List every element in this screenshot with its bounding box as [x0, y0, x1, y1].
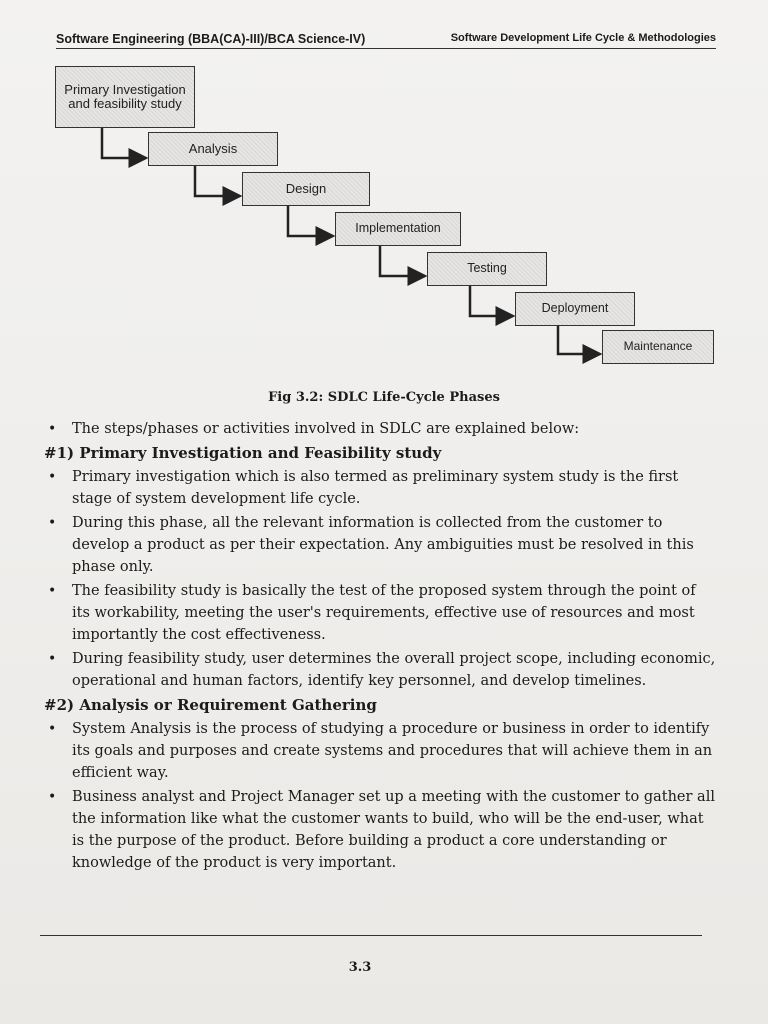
intro-text: The steps/phases or activities involved in SDLC are explained below:: [72, 421, 580, 437]
list-item: [44, 718, 716, 784]
phase-primary-investigation: Primary Investigation and feasibility study: [55, 66, 195, 128]
bullet-icon: •: [48, 421, 57, 437]
bullet-icon: •: [48, 583, 57, 599]
phase-implementation: Implementation: [335, 212, 461, 246]
section-heading-1: #1) Primary Investigation and Feasibility study: [44, 444, 442, 462]
connector-2: [195, 164, 240, 196]
sdlc-waterfall-diagram: [40, 60, 730, 380]
connector-5: [470, 284, 513, 316]
bullet-text: During feasibility study, user determines the overall project scope, including economic, operational and human factors, identify key personnel, and develop timelines.: [72, 651, 716, 689]
header-chapter-title: Software Development Life Cycle & Methodologies: [450, 32, 716, 44]
bullet-icon: •: [48, 789, 57, 805]
bullet-text: The feasibility study is basically the test of the proposed system through the point of its workability, meeting the user's requirements, effective use of resources and most importantly the cost effectiveness.: [72, 583, 696, 643]
connector-3: [288, 204, 333, 236]
phase-design: Design: [242, 172, 370, 206]
page-number: 3.3: [348, 960, 372, 975]
connector-6: [558, 324, 600, 354]
bullet-icon: •: [48, 515, 57, 531]
phase-maintenance: Maintenance: [602, 330, 714, 364]
list-item: [44, 512, 716, 578]
phase-deployment: Deployment: [515, 292, 635, 326]
figure-caption: Fig 3.2: SDLC Life-Cycle Phases: [268, 390, 500, 405]
list-item: [44, 466, 716, 510]
list-item: [44, 418, 716, 440]
phase-testing: Testing: [427, 252, 547, 286]
connector-4: [380, 244, 425, 276]
bullet-icon: •: [48, 469, 57, 485]
section-heading-2: #2) Analysis or Requirement Gathering: [44, 696, 377, 714]
bullet-text: During this phase, all the relevant information is collected from the customer to develop a product as per their expectation. Any ambiguities must be resolved in this phase only.: [72, 515, 694, 575]
bullet-text: Primary investigation which is also termed as preliminary system study is the first stage of system development life cycle.: [72, 469, 679, 507]
bullet-text: System Analysis is the process of studying a procedure or business in order to identify its goals and purposes and create systems and procedures that will achieve them in an efficient way.: [72, 721, 713, 781]
bullet-icon: •: [48, 651, 57, 667]
phase-analysis: Analysis: [148, 132, 278, 166]
header-book-title: Software Engineering (BBA(CA)-III)/BCA Science-IV): [56, 32, 366, 46]
running-header: [56, 28, 716, 54]
list-item: [44, 786, 716, 874]
list-item: [44, 580, 716, 646]
body-text: [44, 418, 716, 876]
list-item: [44, 648, 716, 692]
bullet-icon: •: [48, 721, 57, 737]
footer-rule: [40, 935, 702, 936]
header-rule: [56, 48, 716, 49]
bullet-text: Business analyst and Project Manager set up a meeting with the customer to gather all the information like what the customer wants to build, who will be the end-user, what is the purpose of the product. Before building a product a core understanding or knowledge of the product is very important.: [72, 789, 715, 871]
